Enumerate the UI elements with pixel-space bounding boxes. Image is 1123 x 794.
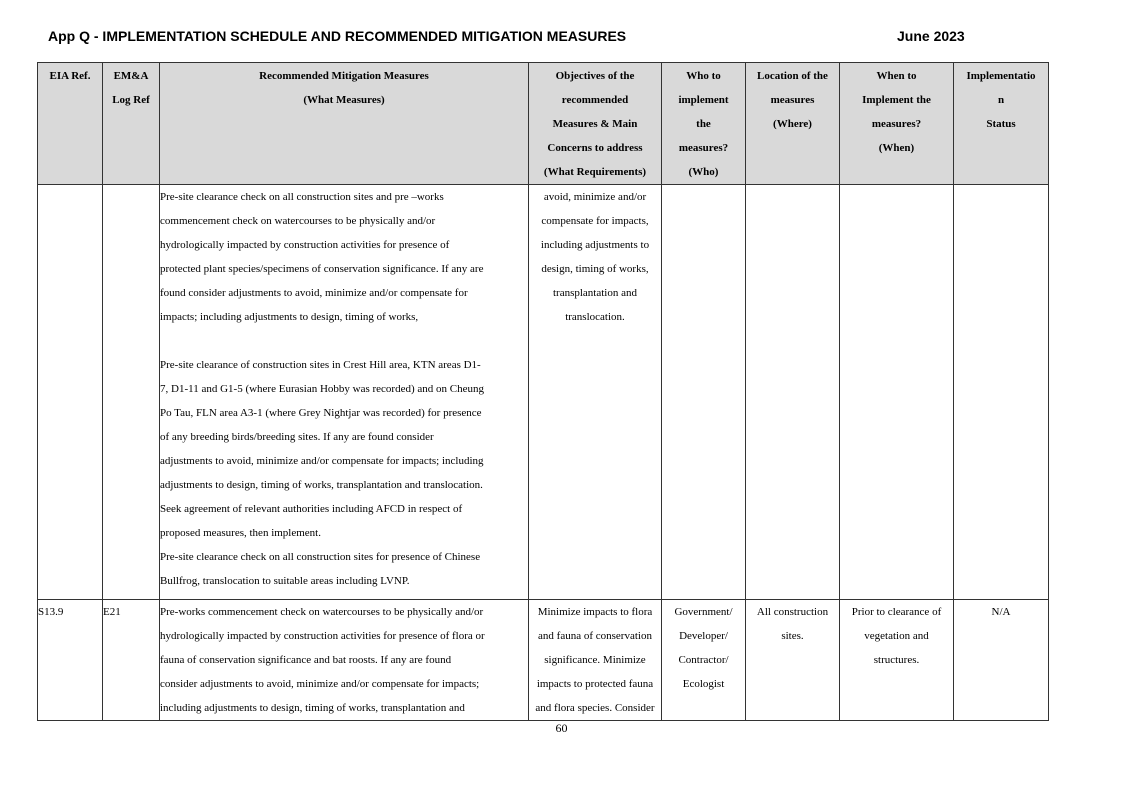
cell-line: Contractor/ <box>678 654 729 666</box>
header-line: measures? <box>678 142 729 154</box>
cell-line: impacts to protected fauna <box>536 678 654 690</box>
cell-line: structures. <box>873 654 920 666</box>
cell-line: translocation. <box>565 311 625 323</box>
cell-line: Minimize impacts to flora <box>537 606 653 618</box>
header-line: measures <box>770 94 815 106</box>
header-line: Implementatio <box>966 70 1036 82</box>
cell-line: including adjustments to design, timing of works, transplantation and <box>160 702 465 714</box>
header-line: (What Requirements) <box>543 166 647 178</box>
when-cell <box>840 600 954 721</box>
header-line: EM&A <box>113 70 149 82</box>
cell-line: vegetation and <box>864 630 929 642</box>
cell-line: Government/ <box>674 606 733 618</box>
document-date: June 2023 <box>897 28 965 44</box>
cell-line: transplantation and <box>552 287 637 299</box>
status-cell: N/A <box>954 600 1049 721</box>
cell-line: proposed measures, then implement. <box>160 527 321 539</box>
where-cell <box>746 185 840 600</box>
cell-line: Pre-site clearance check on all construction sites and pre –works <box>160 191 444 203</box>
cell-line: fauna of conservation significance and bat roosts. If any are found <box>160 654 452 666</box>
col-header-eia-ref <box>38 63 103 185</box>
cell-line: Pre-works commencement check on watercourses to be physically and/or <box>160 606 484 618</box>
header-line: n <box>997 94 1005 106</box>
col-header-log-ref <box>103 63 160 185</box>
col-header-when <box>840 63 954 185</box>
header-line: Objectives of the <box>555 70 635 82</box>
cell-line: and flora species. Consider <box>535 702 655 714</box>
cell-line: Po Tau, FLN area A3-1 (where Grey Nightjar was recorded) for presence <box>160 407 482 419</box>
cell-line: All construction <box>756 606 829 618</box>
cell-line: impacts; including adjustments to design, timing of works, <box>160 311 419 323</box>
header-line: the <box>696 118 711 130</box>
who-cell <box>662 185 746 600</box>
col-header-where <box>746 63 840 185</box>
cell-line: of any breeding birds/breeding sites. If any are found consider <box>160 431 434 443</box>
cell-line: Seek agreement of relevant authorities including AFCD in respect of <box>160 503 463 515</box>
cell-line: including adjustments to <box>540 239 650 251</box>
cell-line: adjustments to design, timing of works, transplantation and translocation. <box>160 479 483 491</box>
header-line: Implement the <box>862 94 931 106</box>
header-line: implement <box>678 94 729 106</box>
cell-line: found consider adjustments to avoid, minimize and/or compensate for <box>160 287 468 299</box>
cell-line: sites. <box>781 630 804 642</box>
cell-line: design, timing of works, <box>541 263 649 275</box>
implementation-schedule-table <box>37 62 1049 721</box>
header-line: When to <box>876 70 917 82</box>
document-title: App Q - IMPLEMENTATION SCHEDULE AND RECOMMENDED MITIGATION MEASURES <box>48 28 627 44</box>
cell-line: hydrologically impacted by construction activities for presence of <box>160 239 450 251</box>
header-line: (Where) <box>773 118 812 130</box>
col-header-status <box>954 63 1049 185</box>
cell-line: 7, D1-11 and G1-5 (where Eurasian Hobby was recorded) and on Cheung <box>160 383 484 395</box>
eia-ref-cell <box>38 185 103 600</box>
header-line: recommended <box>561 94 629 106</box>
page-number: 60 <box>555 721 568 735</box>
cell-line: Bullfrog, translocation to suitable areas including LVNP. <box>160 575 410 587</box>
objectives-cell <box>529 600 662 721</box>
cell-line <box>160 329 528 353</box>
measures-cell <box>160 600 529 721</box>
cell-line: Prior to clearance of <box>851 606 942 618</box>
cell-line: commencement check on watercourses to be physically and/or <box>160 215 436 227</box>
header-line: (What Measures) <box>303 94 385 106</box>
header-line: Concerns to address <box>547 142 643 154</box>
cell-line: significance. Minimize <box>544 654 646 666</box>
cell-line: avoid, minimize and/or <box>543 191 647 203</box>
header-line: Measures & Main <box>552 118 638 130</box>
header-line: Who to <box>686 70 721 82</box>
cell-line: Developer/ <box>679 630 728 642</box>
table-row <box>38 600 1049 721</box>
measures-cell <box>160 185 529 600</box>
table-row <box>38 185 1049 600</box>
status-cell <box>954 185 1049 600</box>
cell-line: and fauna of conservation <box>538 630 652 642</box>
cell-line: hydrologically impacted by construction activities for presence of flora or <box>160 630 485 642</box>
cell-line: consider adjustments to avoid, minimize and/or compensate for impacts; <box>160 678 480 690</box>
log-ref-cell <box>103 185 160 600</box>
cell-line: Ecologist <box>682 678 725 690</box>
col-header-measures <box>160 63 529 185</box>
header-line: Location of the <box>757 70 828 82</box>
cell-line: compensate for impacts, <box>541 215 649 227</box>
header-line: EIA Ref. <box>49 70 91 82</box>
cell-line: adjustments to avoid, minimize and/or compensate for impacts; including <box>160 455 484 467</box>
header-line: (Who) <box>688 166 719 178</box>
when-cell <box>840 185 954 600</box>
who-cell <box>662 600 746 721</box>
header-line: measures? <box>871 118 922 130</box>
eia-ref-cell: S13.9 <box>38 600 103 721</box>
cell-line: Pre-site clearance check on all construction sites for presence of Chinese <box>160 551 481 563</box>
log-ref-cell: E21 <box>103 600 160 721</box>
col-header-who <box>662 63 746 185</box>
header-line: Log Ref <box>112 94 150 106</box>
cell-line: protected plant species/specimens of conservation significance. If any are <box>160 263 484 275</box>
where-cell <box>746 600 840 721</box>
cell-line: Pre-site clearance of construction sites in Crest Hill area, KTN areas D1- <box>160 359 481 371</box>
header-line: Recommended Mitigation Measures <box>259 70 429 82</box>
header-line: Status <box>986 118 1016 130</box>
col-header-objectives <box>529 63 662 185</box>
header-line: (When) <box>878 142 915 154</box>
objectives-cell <box>529 185 662 600</box>
table-header-row <box>38 63 1049 185</box>
